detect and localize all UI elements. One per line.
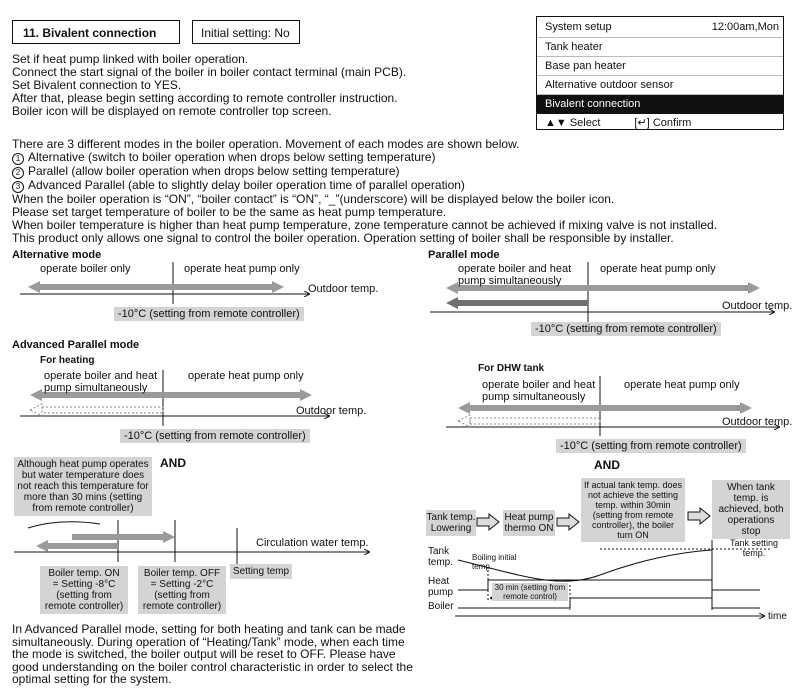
note-line: When tank — [727, 482, 775, 493]
note-line: = Setting -2°C — [150, 579, 214, 590]
adv-hp-label: operate heat pump only — [188, 370, 304, 382]
dhw-boiler-label — [482, 379, 595, 403]
mode-text: Advanced Parallel (able to slightly delay boiler operation time of parallel operation) — [28, 178, 465, 192]
alt-hp-label: operate heat pump only — [184, 263, 300, 275]
intro-line: Set Bivalent connection to YES. — [12, 78, 182, 92]
section-title: 11. Bivalent connection — [12, 20, 180, 44]
note-line: controller), the boiler — [591, 520, 675, 530]
note-line: Tank temp. — [426, 512, 476, 523]
note-line: Boiler temp. ON — [48, 568, 120, 579]
note-line: When boiler temperature is higher than heat pump temperature, zone temperature cannot be achieved if mixing valve is not installed. — [12, 218, 718, 232]
closing-paragraph — [12, 623, 413, 686]
dhw-axis-label: Outdoor temp. — [722, 416, 793, 428]
tank-step-2 — [503, 510, 555, 536]
note-line: stop — [741, 526, 761, 537]
note-line: more than 30 mins (setting — [23, 492, 143, 503]
closing-line: good understanding on the boiler control characteristic in order to select the — [12, 659, 413, 674]
label-line: remote control) — [503, 592, 557, 601]
label-line: 30 min (setting from — [494, 583, 566, 592]
par-setting-label: -10°C (setting from remote controller) — [531, 322, 721, 336]
note-line: temp. within 30min — [595, 500, 671, 510]
tank-step-1 — [426, 510, 476, 536]
adv-boiler-label — [44, 370, 157, 394]
initial-setting: Initial setting: No — [192, 20, 300, 44]
note-line: not reach this temperature for — [17, 481, 149, 492]
note-line: achieved, both — [718, 504, 784, 515]
for-heating-title: For heating — [40, 355, 95, 366]
number-3-icon: 3 — [12, 181, 24, 193]
for-dhw-title: For DHW tank — [478, 363, 545, 374]
select-label: Select — [569, 117, 601, 129]
label-line: pump — [428, 587, 454, 598]
boiler-axis-label: Boiler — [428, 601, 454, 612]
note-line: Heat pump — [504, 512, 554, 523]
number-2-icon: 2 — [12, 167, 24, 179]
tank-temp-axis-label — [428, 546, 453, 568]
and-label-left: AND — [160, 456, 186, 470]
modes-intro: There are 3 different modes in the boiler operation. Movement of each modes are shown below. — [12, 137, 520, 151]
setting-temp-label: Setting temp — [230, 564, 292, 579]
label-line: temp. — [472, 562, 493, 571]
menu-item-tank-heater[interactable]: Tank heater — [537, 38, 783, 57]
boiler-on-box — [40, 566, 128, 614]
alt-setting-label: -10°C (setting from remote controller) — [114, 307, 304, 321]
closing-line: the mode is switched, the boiler output will be reset to OFF. Please have — [12, 647, 396, 661]
note-line: (setting from — [56, 590, 112, 601]
adv-axis-label: Outdoor temp. — [296, 405, 367, 417]
note-line: Lowering — [430, 523, 472, 534]
note-line: (setting from remote — [592, 510, 674, 520]
note-line: Boiler temp. OFF — [143, 568, 221, 579]
alt-axis-label: Outdoor temp. — [308, 283, 379, 295]
mode-text: Parallel (allow boiler operation when drops below setting temperature) — [28, 164, 400, 178]
mode-text: Alternative (switch to boiler operation when drops below setting temperature) — [28, 150, 436, 164]
note-line: If actual tank temp. does — [583, 480, 683, 490]
menu-time: 12:00am,Mon — [711, 21, 779, 33]
note-line: Please set target temperature of boiler to be the same as heat pump temperature. — [12, 205, 447, 219]
closing-line: In Advanced Parallel mode, setting for both heating and tank can be made — [12, 622, 406, 636]
tank-step-3 — [581, 478, 685, 542]
label-line: Tank — [428, 546, 450, 557]
label-line: pump simultaneously — [482, 391, 586, 403]
label-line: pump simultaneously — [44, 382, 148, 394]
label-line: temp. — [742, 548, 766, 558]
alternative-mode-title: Alternative mode — [12, 249, 102, 261]
note-line: not achieve the setting — [587, 490, 679, 500]
confirm-label: Confirm — [652, 117, 692, 129]
label-line: temp. — [428, 557, 454, 568]
note-line: temp. is — [733, 493, 769, 504]
menu-item-base-pan-heater[interactable]: Base pan heater — [537, 57, 783, 76]
closing-line: simultaneously. During operation of “Heating/Tank” mode, when each time — [12, 634, 405, 649]
menu-item-bivalent-connection[interactable]: Bivalent connection — [537, 95, 783, 114]
note-line: Although heat pump operates — [17, 459, 149, 470]
par-axis-label: Outdoor temp. — [722, 300, 793, 312]
boiler-off-box — [138, 566, 226, 614]
parallel-mode-title: Parallel mode — [428, 249, 500, 261]
menu-title: System setup — [545, 21, 612, 33]
time-axis-label: time — [768, 611, 787, 622]
note-line: turn ON — [617, 530, 649, 540]
par-hp-label: operate heat pump only — [600, 263, 716, 275]
intro-line: Set if heat pump linked with boiler operation. — [12, 52, 249, 66]
boiling-initial-label — [472, 553, 516, 571]
advanced-parallel-title: Advanced Parallel mode — [12, 339, 140, 351]
label-line: Boiling initial — [472, 553, 517, 562]
label-line: Heat — [428, 576, 450, 587]
dhw-setting-label: -10°C (setting from remote controller) — [556, 439, 746, 453]
note-line: remote controller) — [142, 601, 222, 612]
heat-pump-axis-label — [428, 576, 453, 598]
label-line: operate boiler and heat — [482, 379, 596, 391]
circ-axis-label: Circulation water temp. — [256, 537, 369, 549]
label-line: Tank setting — [730, 538, 779, 548]
note-line: remote controller) — [44, 601, 124, 612]
alt-boiler-label: operate boiler only — [40, 263, 131, 275]
note-line: operations — [727, 515, 775, 526]
label-line: operate boiler and heat — [458, 263, 572, 275]
tank-setting-label — [730, 538, 778, 558]
note-line: (setting from — [154, 590, 210, 601]
number-1-icon: 1 — [12, 153, 24, 165]
note-line: but water temperature does — [21, 470, 145, 481]
intro-line: After that, please begin setting according to remote controller instruction. — [12, 91, 398, 105]
note-line: When the boiler operation is “ON”, “boiler contact” is “ON”, “_”(underscore) will be displayed below the boiler icon. — [12, 192, 615, 206]
note-line: = Setting -8°C — [52, 579, 116, 590]
intro-line: Boiler icon will be displayed on remote controller top screen. — [12, 104, 332, 118]
hp-note-box — [14, 457, 152, 516]
label-line: pump simultaneously — [458, 275, 562, 287]
up-down-icon: ▲▼ — [545, 117, 567, 129]
par-boiler-label — [458, 263, 571, 287]
and-label-right: AND — [594, 458, 620, 472]
menu-item-alternative-outdoor-sensor[interactable]: Alternative outdoor sensor — [537, 76, 783, 95]
thirty-min-label — [492, 583, 568, 601]
intro-line: Connect the start signal of the boiler in boiler contact terminal (main PCB). — [12, 65, 407, 79]
note-line: thermo ON — [504, 523, 554, 534]
label-line: operate boiler and heat — [44, 370, 158, 382]
adv-setting-label: -10°C (setting from remote controller) — [120, 429, 310, 443]
closing-line: optimal setting for the system. — [12, 672, 172, 686]
note-line: from remote controller) — [32, 503, 134, 514]
dhw-hp-label: operate heat pump only — [624, 379, 740, 391]
tank-step-4 — [712, 480, 790, 539]
note-line: This product only allows one signal to control the boiler operation. Operation setting of boiler shall be responsible by installer. — [12, 231, 674, 245]
enter-key-icon: [↵] — [634, 117, 650, 129]
